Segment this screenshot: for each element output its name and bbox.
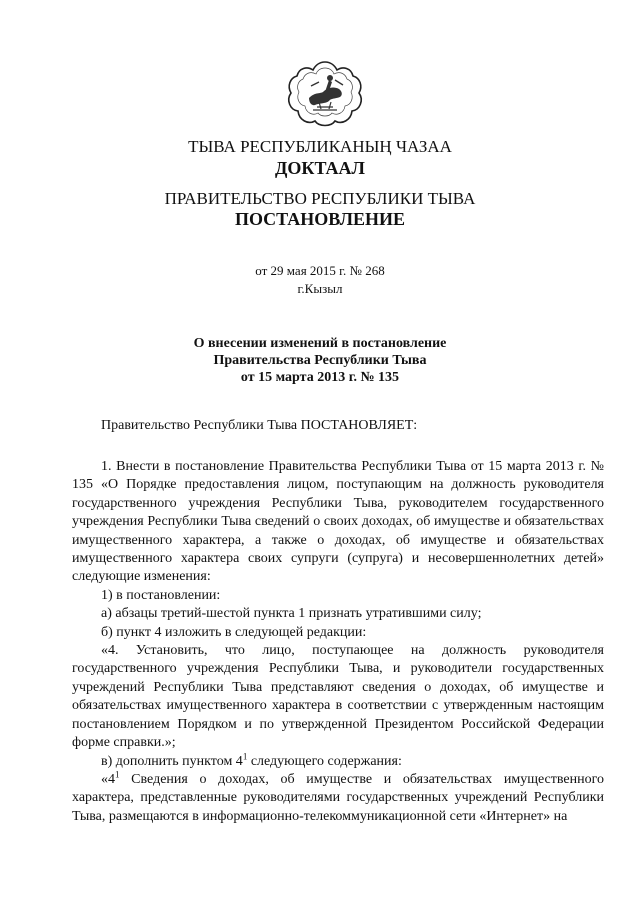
document-date-number: от 29 мая 2015 г. № 268 xyxy=(255,263,385,278)
paragraph-6-text: в) дополнить пунктом 4 xyxy=(101,753,243,769)
paragraph-5: «4. Установить, что лицо, поступающее на должность руководителя государственного учреждения Республики Тыва, и руководители государственных учреждений Республики Тыва представляют сведения о доходах, об имуществе и обязательствах имущественного характера в соответствии с утвержденным настоящим постановлением Порядком и по утвержденной Президентом Российской Федерации форме справки.»; xyxy=(72,643,604,751)
paragraph-3: а) абзацы третий-шестой пункта 1 признать утратившими силу; xyxy=(101,606,482,622)
paragraph-7-text: «4 xyxy=(101,771,115,787)
paragraph-7 xyxy=(72,771,604,826)
document-title-line-2: Правительства Республики Тыва xyxy=(213,353,427,368)
paragraph-6-text-end: следующего содержания: xyxy=(247,753,402,769)
document-title-line-3: от 15 марта 2013 г. № 135 xyxy=(240,370,400,385)
paragraph-6-superscript: 1 xyxy=(242,750,248,761)
paragraph-7-superscript: 1 xyxy=(115,769,120,780)
paragraph-1: 1. Внести в постановление Правительства Республики Тыва от 15 марта 2013 г. № 135 «О Порядке предоставления лицом, поступающим на должность руководителя государственного учреждения Республики Тыва, руководителем государственного учреждения Республики Тыва сведений о своих доходах, об имуществе и обязательствах имущественного характера, а также о доходах, об имуществе и обязательствах имущественного характера своих супруги (супруга) и несовершеннолетних детей» следующие изменения: xyxy=(72,459,604,585)
document-body xyxy=(72,458,604,826)
tuva-emblem-icon xyxy=(285,58,365,128)
document-city: г.Кызыл xyxy=(297,281,343,296)
paragraph-7-text-end: Сведения о доходах, об имуществе и обязательствах имущественного характера, представленные руководителями государственных учреждений Республики Тыва, размещаются в информационно-телекоммуникационной сети «Интернет» на xyxy=(72,771,604,824)
preamble: Правительство Республики Тыва ПОСТАНОВЛЯЕТ: xyxy=(101,418,418,433)
header-tuvan-government: ТЫВА РЕСПУБЛИКАНЫҢ ЧАЗАА xyxy=(188,137,452,156)
header-tuvan-resolution: ДОКТААЛ xyxy=(275,158,365,178)
paragraph-2: 1) в постановлении: xyxy=(101,587,221,603)
paragraph-6 xyxy=(72,750,604,771)
header-resolution: ПОСТАНОВЛЕНИЕ xyxy=(234,209,406,229)
header-government: ПРАВИТЕЛЬСТВО РЕСПУБЛИКИ ТЫВА xyxy=(164,189,476,208)
document-title-line-1: О внесении изменений в постановление xyxy=(193,336,447,351)
paragraph-4: б) пункт 4 изложить в следующей редакции: xyxy=(101,624,367,640)
